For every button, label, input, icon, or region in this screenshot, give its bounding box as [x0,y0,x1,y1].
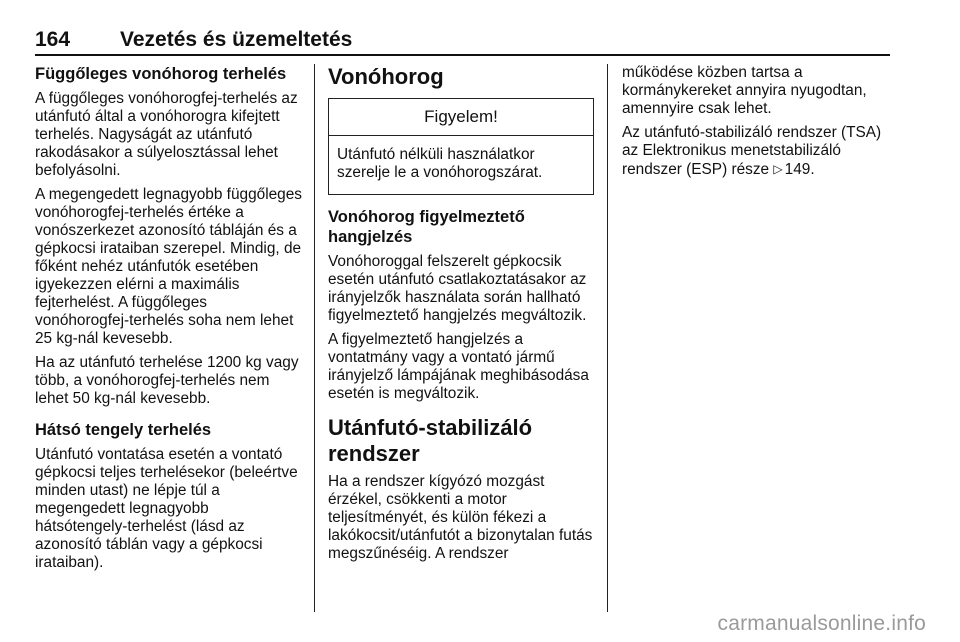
column-3 [622,64,892,185]
header-divider [35,54,890,56]
paragraph-with-reference [622,124,892,179]
section-heading-rear-axle: Hátsó tengely terhelés [35,421,212,439]
section-heading-vertical-load: Függőleges vonóhorog terhelés [35,65,287,83]
paragraph: Utánfutó vontatása esetén a vontató gépkocsi teljes terhelésekor (beleértve minden utast) ne lépje túl a megengedett legnagyobb hátsótengely-terhelést (lásd az azonosító táblán vagy a gépkocsi irataiban). [35,446,298,571]
warning-box [328,98,594,195]
paragraph-text: Az utánfutó-stabilizáló rendszer (TSA) az Elektronikus menetstabilizáló rendszer (ESP) része [622,124,882,178]
paragraph: A függőleges vonóhorogfej-terhelés az utánfutó által a vonóhorogra kifejtett terhelés. Nagyságát az utánfutó rakodásakor a súlyelosztással lehet befolyásolni. [35,90,298,179]
paragraph: A megengedett legnagyobb függőleges vonóhorogfej-terhelés értéke a vonószerkezet azonosító tábláján és a gépkocsi irataiban szerepel. Mindig, de főként nehéz utánfutók esetében igyekezzen elérni a maximális fejterhelést. A függőleges vonóhorogfej-terhelés soha nem lehet 25 kg-nál kevesebb. [35,186,302,347]
watermark: carmanualsonline.info [717,612,926,635]
column-1 [35,64,305,578]
page-number: 164 [35,28,71,51]
paragraph: Vonóhoroggal felszerelt gépkocsik esetén utánfutó csatlakoztatásakor az irányjelzők használata során hallható figyelmeztető hangjelzés megváltozik. [328,253,587,324]
page-header [35,28,890,50]
section-heading-towbar: Vonóhorog [328,64,444,89]
paragraph: működése közben tartsa a kormánykereket annyira nyugodtan, amennyire csak lehet. [622,64,867,117]
page-reference-arrow-icon: ▷ [773,162,783,176]
page-title: Vezetés és üzemeltetés [120,28,353,51]
section-heading-trailer-stability: Utánfutó-stabilizáló rendszer [328,415,533,466]
paragraph: A figyelmeztető hangjelzés a vontatmány vagy a vontató jármű irányjelző lámpájának meghibásodása esetén is megváltozik. [328,331,589,402]
column-2 [328,64,596,569]
column-divider-1 [314,64,315,612]
warning-body: Utánfutó nélküli használatkor szerelje le a vonóhorogszárat. [337,146,543,181]
paragraph: Ha az utánfutó terhelése 1200 kg vagy több, a vonóhorogfej-terhelés nem lehet 50 kg-nál kevesebb. [35,354,299,407]
section-heading-towbar-warning-chime: Vonóhorog figyelmeztető hangjelzés [328,208,525,246]
paragraph: Ha a rendszer kígyózó mozgást érzékel, csökkenti a motor teljesítményét, és külön fékezi a lakókocsit/utánfutót a bizonytalan futás megszűnéséig. A rendszer [328,473,593,562]
warning-title: Figyelem! [329,99,593,136]
page-reference-link[interactable]: 149. [784,161,815,178]
column-divider-2 [607,64,608,612]
